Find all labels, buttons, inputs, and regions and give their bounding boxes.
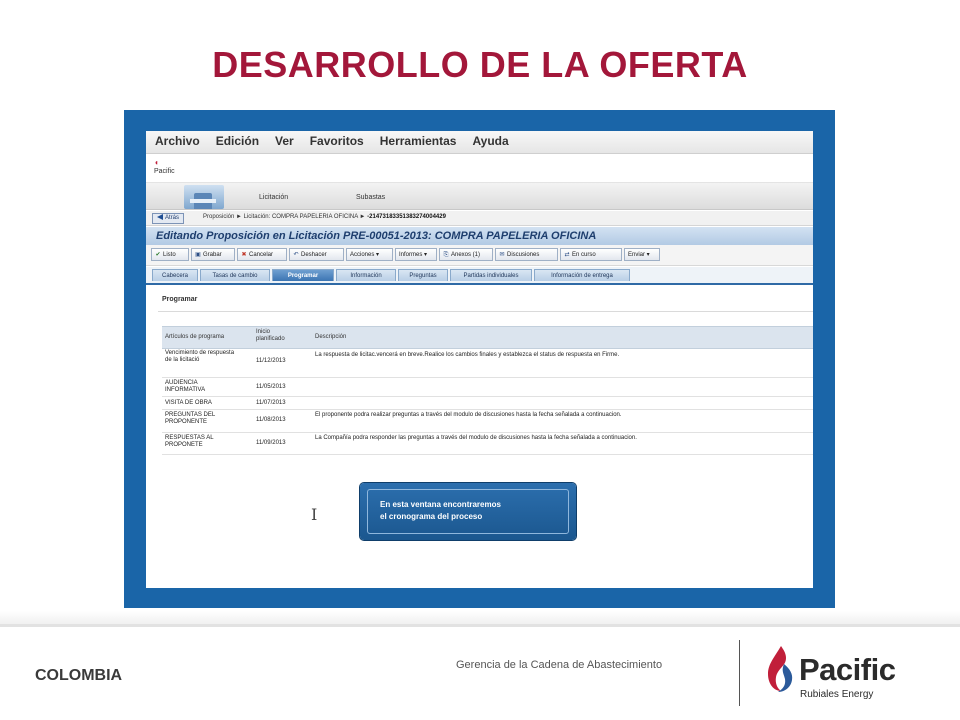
cell-date: 11/07/2013 [256,400,286,406]
enviar-menu[interactable]: Enviar ▾ [624,248,660,261]
pacific-logo [764,642,914,704]
cell-description: La Compañía podra responder las preguntas a través del modulo de discusiones hasta la fecha señalada a continuacion. [315,435,637,441]
browser-menubar [146,131,813,154]
tab-tasas-de-cambio[interactable]: Tasas de cambio [200,269,270,281]
informes-menu[interactable]: Informes ▾ [395,248,437,261]
header-descripcion: Descripción [315,334,347,340]
callout-line-2: el cronograma del proceso [380,512,483,521]
brand-name: Pacific [799,652,896,687]
chevron-down-icon: ▾ [374,252,380,258]
close-icon: ✖ [241,252,247,258]
tab-informacion[interactable]: Información [336,269,396,281]
cell-date: 11/12/2013 [256,358,286,364]
app-header [146,154,813,183]
tab-programar[interactable]: Programar [272,269,334,281]
pacific-drop-logo-icon [764,644,798,694]
callout-box [360,483,576,540]
menu-ayuda[interactable]: Ayuda [472,134,509,148]
breadcrumb [203,214,446,220]
menu-ver[interactable]: Ver [275,134,294,148]
page-title: Editando Proposición en Licitación PRE-00051-2013: COMPRA PAPELERIA OFICINA [156,230,597,242]
cell-date: 11/08/2013 [256,417,286,423]
app-logo [154,159,175,176]
footer-separator [739,640,740,706]
slide-title: DESARROLLO DE LA OFERTA [212,44,748,85]
application-screenshot [146,131,813,588]
country-label: COLOMBIA [35,667,123,684]
screenshot-frame [124,110,835,608]
tab-preguntas[interactable]: Preguntas [398,269,448,281]
table-row[interactable] [162,348,813,378]
chat-icon: ✉ [499,252,505,258]
check-icon: ✔ [155,252,161,258]
menu-herramientas[interactable]: Herramientas [379,134,457,148]
breadcrumb-id: -21473183351383274004429 [367,214,446,220]
section-label: Programar [162,296,198,303]
brand-subtitle: Rubiales Energy [800,689,874,700]
cell-item: PREGUNTAS DEL PROPONENTE [165,412,216,425]
cancelar-button[interactable]: ✖ Cancelar [237,248,287,261]
table-row[interactable] [162,378,813,397]
chevron-down-icon: ▾ [422,252,428,258]
acciones-menu[interactable]: Acciones ▾ [346,248,393,261]
grabar-button[interactable]: ▣ Grabar [191,248,235,261]
building-icon [184,185,224,209]
cell-date: 11/05/2013 [256,384,286,390]
header-articulos: Artículos de programa [165,334,225,340]
table-row[interactable] [162,397,813,410]
callout-line-1: En esta ventana encontraremos [380,500,501,509]
nav-tab-licitacion[interactable]: Licitación [259,194,289,201]
divider [158,311,813,312]
cell-date: 11/09/2013 [256,440,286,446]
app-nav [146,183,813,210]
en-curso-status[interactable]: ⇄ En curso [560,248,622,261]
save-icon: ▣ [195,252,201,258]
tab-partidas-individuales[interactable]: Partidas individuales [450,269,532,281]
tab-cabecera[interactable]: Cabecera [152,269,198,281]
cell-item: RESPUESTAS AL PROPONETE [165,435,214,448]
status-icon: ⇄ [564,252,570,258]
attachment-icon: ⎘ [443,252,449,258]
cell-description: La respuesta de licitac.vencerá en breve.Realice los cambios finales y establezca el status de respuesta en Firme. [315,352,620,358]
department-label: Gerencia de la Cadena de Abastecimiento [456,659,663,671]
header-inicio-planificado: Inicio planificado [256,329,285,342]
cell-item: AUDIENCIA INFORMATIVA [165,380,206,393]
back-button[interactable] [152,213,184,224]
cell-item: Vencimiento de respuesta de la licitació [165,350,235,363]
menu-favoritos[interactable]: Favoritos [309,134,364,148]
schedule-table [162,326,813,456]
menu-edicion[interactable]: Edición [215,134,260,148]
footer-shadow [0,611,960,625]
chevron-down-icon: ▾ [645,252,650,258]
cell-item: VISITA DE OBRA [165,400,212,406]
undo-icon: ↶ [293,252,299,258]
nav-tab-subastas[interactable]: Subastas [356,194,386,201]
text-cursor-icon: I [311,505,318,524]
breadcrumb-path[interactable]: Proposición ► Licitación: COMPRA PAPELERIA OFICINA ► [203,214,366,220]
back-button-label: Atrás [165,215,180,221]
pacific-drop-icon: ◖ [154,158,159,167]
tab-informacion-de-entrega[interactable]: Información de entrega [534,269,630,281]
table-row[interactable] [162,433,813,455]
listo-button[interactable]: ✔ Listo [151,248,189,261]
anexos-button[interactable]: ⎘ Anexos (1) [439,248,493,261]
discusiones-button[interactable]: ✉ Discusiones [495,248,558,261]
deshacer-button[interactable]: ↶ Deshacer [289,248,344,261]
app-logo-text: Pacific [154,168,175,175]
table-header [162,326,813,349]
callout-text [380,499,501,523]
footer-divider [0,624,960,627]
menu-archivo[interactable]: Archivo [155,134,200,148]
cell-description: El proponente podra realizar preguntas a través del modulo de discusiones hasta la fecha señalada a continuacion. [315,412,622,418]
back-arrow-icon [157,214,163,220]
table-row[interactable] [162,410,813,433]
